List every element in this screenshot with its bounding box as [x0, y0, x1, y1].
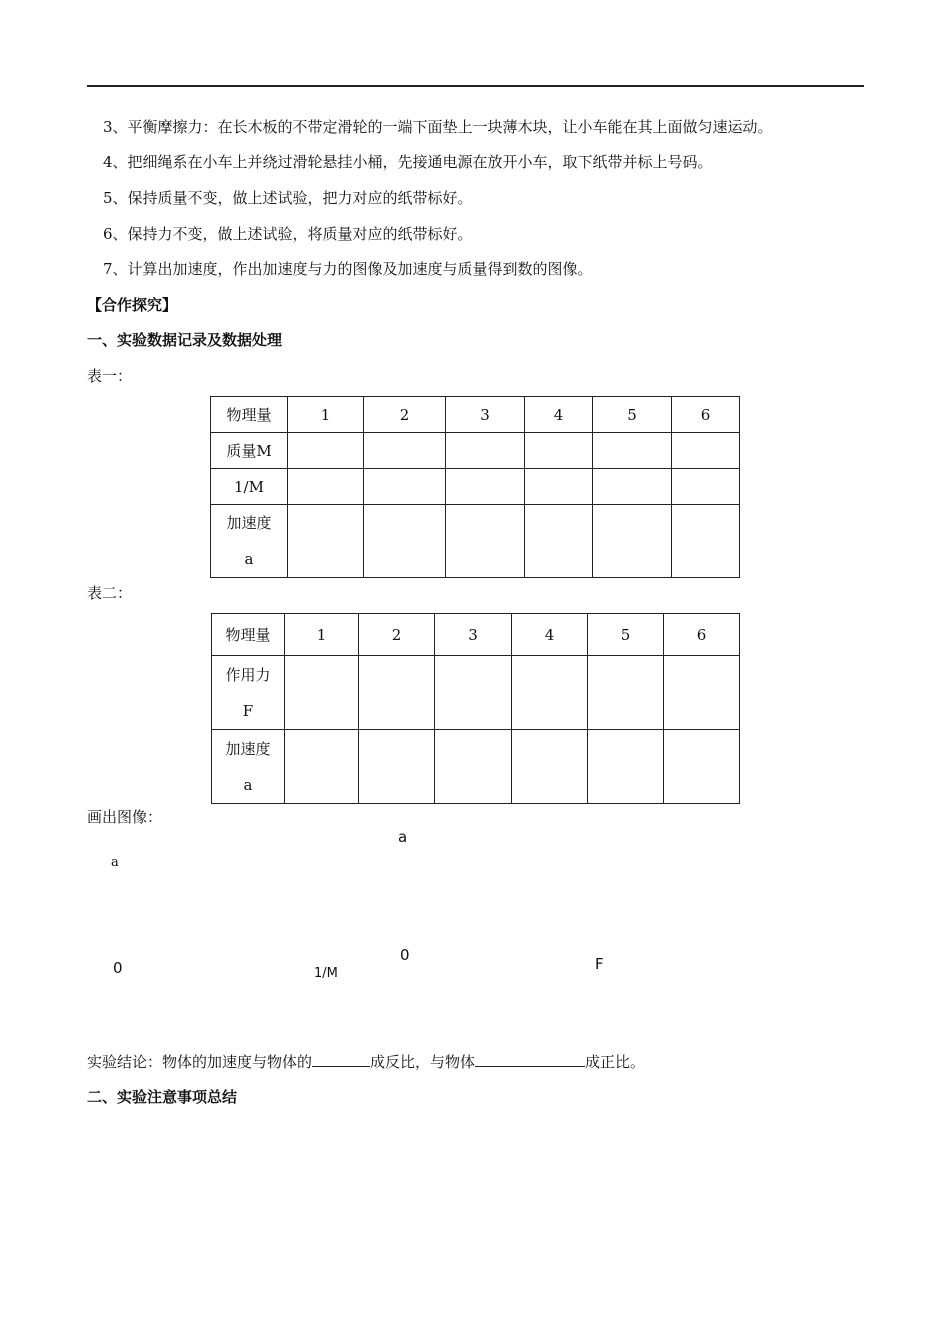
blank-cell[interactable] [588, 656, 664, 730]
graph2-origin: 0 [400, 946, 410, 964]
blank-cell[interactable] [288, 433, 364, 469]
conclusion-suffix: 成正比。 [585, 1053, 646, 1071]
table-header-cell: 5 [588, 614, 664, 656]
graph2-x-label: F [595, 955, 604, 973]
blank-cell[interactable] [446, 505, 525, 578]
conclusion-middle: 成反比，与物体 [370, 1053, 476, 1071]
blank-cell[interactable] [285, 730, 359, 804]
table1-caption: 表一： [87, 367, 133, 385]
blank-cell[interactable] [525, 469, 593, 505]
blank-cell[interactable] [364, 433, 446, 469]
row-label [212, 656, 285, 730]
table-header-cell: 6 [664, 614, 740, 656]
table-header-cell: 2 [359, 614, 435, 656]
blank-cell[interactable] [525, 505, 593, 578]
row-label [211, 505, 288, 578]
blank-cell[interactable] [593, 469, 672, 505]
blank-cell[interactable] [664, 656, 740, 730]
blank-cell[interactable] [664, 730, 740, 804]
table-row [212, 656, 740, 730]
row-label [212, 730, 285, 804]
step-4: 4、把细绳系在小车上并绕过滑轮悬挂小桶，先接通电源在放开小车，取下纸带并标上号码。 [103, 153, 713, 171]
table2-caption: 表二： [87, 584, 133, 602]
graph1-origin: 0 [113, 959, 123, 977]
blank-cell[interactable] [364, 505, 446, 578]
section-heading: 【合作探究】 [87, 296, 178, 314]
blank-cell[interactable] [512, 730, 588, 804]
blank-cell[interactable] [525, 433, 593, 469]
row-label-line: a [244, 550, 254, 568]
table-header-cell: 物理量 [211, 397, 288, 433]
table-header-cell: 物理量 [212, 614, 285, 656]
row-label-line: 作用力 [225, 665, 271, 684]
blank-cell[interactable] [446, 469, 525, 505]
blank-cell[interactable] [364, 469, 446, 505]
data-table-1 [210, 396, 740, 578]
table-row [212, 730, 740, 804]
table-header-cell: 4 [525, 397, 593, 433]
graph2-y-label: a [398, 828, 408, 846]
row-label-line: F [242, 701, 254, 720]
table-header-row [212, 614, 740, 656]
part2-heading: 二、实验注意事项总结 [87, 1088, 238, 1106]
table-row [211, 433, 740, 469]
blank-cell[interactable] [288, 469, 364, 505]
table-header-row [211, 397, 740, 433]
fill-blank-1[interactable] [312, 1052, 370, 1067]
blank-cell[interactable] [446, 433, 525, 469]
blank-cell[interactable] [359, 656, 435, 730]
step-3: 3、平衡摩擦力：在长木板的不带定滑轮的一端下面垫上一块薄木块，让小车能在其上面做匀速运动。 [103, 118, 773, 136]
blank-cell[interactable] [435, 730, 512, 804]
part1-heading: 一、实验数据记录及数据处理 [87, 331, 283, 349]
row-label: 1/M [211, 469, 288, 505]
header-rule [87, 85, 864, 87]
table-header-cell: 5 [593, 397, 672, 433]
table-row [211, 469, 740, 505]
table-header-cell: 6 [672, 397, 740, 433]
table-header-cell: 1 [288, 397, 364, 433]
blank-cell[interactable] [593, 505, 672, 578]
step-5: 5、保持质量不变，做上述试验，把力对应的纸带标好。 [103, 189, 473, 207]
row-label-line: a [243, 775, 253, 794]
step-6: 6、保持力不变，做上述试验，将质量对应的纸带标好。 [103, 225, 473, 243]
row-label-line: 加速度 [225, 739, 271, 758]
blank-cell[interactable] [672, 433, 740, 469]
blank-cell[interactable] [288, 505, 364, 578]
blank-cell[interactable] [588, 730, 664, 804]
blank-cell[interactable] [593, 433, 672, 469]
blank-cell[interactable] [359, 730, 435, 804]
conclusion-line [87, 1052, 645, 1072]
conclusion-prefix: 实验结论：物体的加速度与物体的 [87, 1053, 313, 1071]
blank-cell[interactable] [672, 505, 740, 578]
graph1-y-label: a [111, 855, 119, 870]
table-header-cell: 3 [435, 614, 512, 656]
blank-cell[interactable] [285, 656, 359, 730]
graph1-x-label: 1/M [314, 966, 338, 981]
row-label-line: 加速度 [226, 514, 272, 532]
graph-prompt: 画出图像： [87, 808, 163, 826]
blank-cell[interactable] [672, 469, 740, 505]
blank-cell[interactable] [512, 656, 588, 730]
fill-blank-2[interactable] [475, 1052, 585, 1067]
table-row [211, 505, 740, 578]
blank-cell[interactable] [435, 656, 512, 730]
row-label: 质量M [211, 433, 288, 469]
table-header-cell: 2 [364, 397, 446, 433]
table-header-cell: 1 [285, 614, 359, 656]
step-7: 7、计算出加速度，作出加速度与力的图像及加速度与质量得到数的图像。 [103, 260, 593, 278]
data-table-2 [211, 613, 740, 804]
table-header-cell: 3 [446, 397, 525, 433]
table-header-cell: 4 [512, 614, 588, 656]
